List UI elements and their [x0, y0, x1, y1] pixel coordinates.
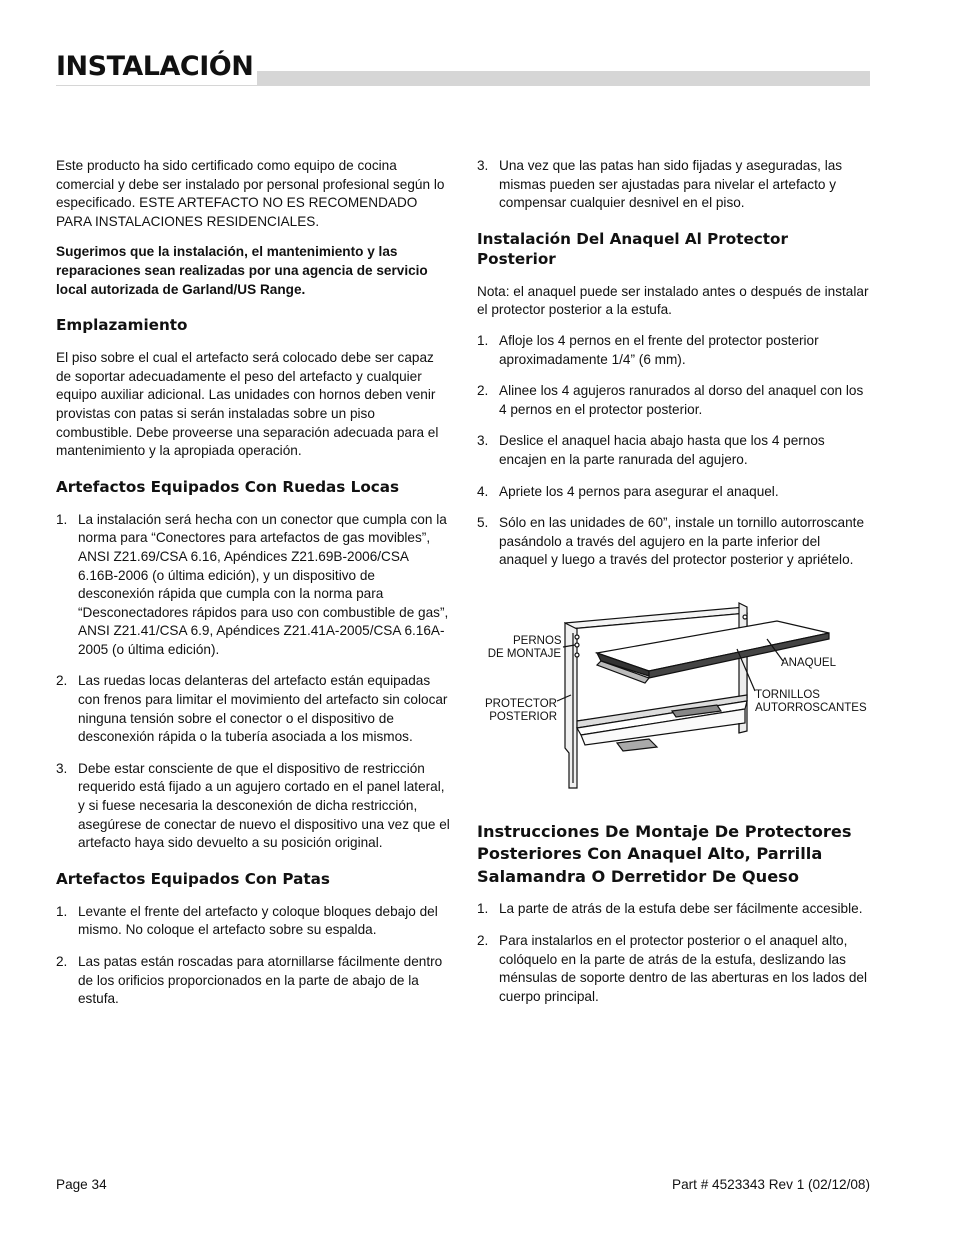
intro-paragraph: Este producto ha sido certificado como equipo de cocina comercial y debe ser instalado por personal profesional según lo especificado. ESTE ARTEFACTO NO ES RECOMENDADO PARA INSTALACIONES RESIDENCIALES. — [56, 158, 445, 229]
list-item: 2. Las ruedas locas delanteras del artefacto están equipadas con frenos para limitar el movimiento del artefacto sin colocar ninguna tensión sobre el conector o el dispositivo de desconexión rápida o la tubería asociada a los mismos. — [56, 673, 448, 745]
right-column — [477, 157, 872, 1019]
page-title: INSTALACIÓN — [56, 49, 257, 85]
list-item: 4. Apriete los 4 pernos para asegurar el anaquel. — [477, 483, 779, 499]
list-item: 5. Sólo en las unidades de 60”, instale un tornillo autorroscante pasándolo a través del agujero en la parte inferior del anaquel y luego a través del protector posterior y apriételo. — [477, 515, 865, 568]
list-item: 1. La instalación será hecha con un conector que cumpla con la norma para “Conectores para artefactos de gas movibles”, ANSI Z21.69/CSA 6.16, Apéndices Z21.69B-2006/CSA 6.16B-2006 (o última edición), y un dispositivo de desconexión rápida que cumpla con la norma para “Desconectadores rápidos para uso con combustible de gas”, ANSI Z21.41/CSA 6.9, Apéndices Z21.41A-2005/CSA 6.16A-2005 (o última edición). — [56, 511, 449, 657]
patas-list — [56, 903, 451, 1009]
label-anaquel: ANAQUEL — [781, 656, 836, 669]
page-number: Page 34 — [56, 1177, 107, 1192]
label-protector-posterior: PROTECTOR POSTERIOR — [485, 697, 557, 723]
label-de-montaje: DE MONTAJE — [487, 647, 561, 660]
section-title-patas: Artefactos Equipados Con Patas — [56, 869, 330, 888]
section-title-emplazamiento: Emplazamiento — [56, 316, 188, 335]
label-pernos: PERNOS — [513, 634, 562, 647]
label-tornillos: TORNILLOS AUTORROSCANTES — [755, 688, 867, 714]
section-title-ruedas: Artefactos Equipados Con Ruedas Locas — [56, 477, 400, 496]
list-item: 2. Alinee los 4 agujeros ranurados al dorso del anaquel con los 4 pernos en el protector posterior. — [477, 383, 864, 417]
ruedas-list — [56, 511, 451, 853]
montaje-list — [477, 900, 872, 1006]
emplazamiento-text: El piso sobre el cual el artefacto será colocado debe ser capaz de soportar adecuadamente el peso del artefacto y cualquier equipo auxiliar adicional. Las unidades con hornos deben venir provistas con patas si serán instaladas sobre un piso combustible. Debe proveerse una separación adecuada para el mantenimiento y la apropiada operación. — [56, 350, 439, 459]
list-item: 1. Afloje los 4 pernos en el frente del protector posterior aproximadamente 1/4” (6 mm). — [477, 332, 819, 367]
list-item: 3. Deslice el anaquel hacia abajo hasta que los 4 pernos encajen en la parte ranurada del agujero. — [477, 433, 825, 467]
part-number: Part # 4523343 Rev 1 (02/12/08) — [672, 1177, 870, 1192]
left-column — [56, 157, 451, 1022]
shelf-installation-diagram — [477, 583, 872, 793]
suggestion-paragraph: Sugerimos que la instalación, el mantenimiento y las reparaciones sean realizadas por una agencia de servicio local autorizada de Garland/US Range. — [56, 244, 428, 297]
anaquel-note: Nota: el anaquel puede ser instalado antes o después de instalar el protector posterior a la estufa. — [477, 283, 869, 318]
list-item: 3. Una vez que las patas han sido fijadas y aseguradas, las mismas pueden ser ajustadas para nivelar el artefacto y compensar cualquier desnivel en el piso. — [477, 158, 843, 211]
shelf-drawing — [477, 583, 872, 793]
list-item: 1. La parte de atrás de la estufa debe ser fácilmente accesible. — [477, 901, 863, 917]
list-item: 3. Debe estar consciente de que el dispositivo de restricción requerido está fijado a un agujero cortado en el panel lateral, y si fuese necesaria la desconexión de dicha restricción, asegúrese de conectar de nuevo el dispositivo una vez que el artefacto haya sido devuelto a su posición original. — [56, 760, 450, 851]
section-title-anaquel: Instalación Del Anaquel Al Protector Posterior — [477, 229, 788, 268]
list-item: 1. Levante el frente del artefacto y coloque bloques debajo del mismo. No coloque el artefacto sobre su espalda. — [56, 903, 438, 938]
section-title-montaje: Instrucciones De Montaje De Protectores Posteriores Con Anaquel Alto, Parrilla Salamandra O Derretidor De Queso — [477, 821, 852, 886]
list-item: 2. Las patas están roscadas para atornillarse fácilmente dentro de los orificios proporcionados en la parte de abajo de la estufa. — [56, 954, 443, 1007]
anaquel-list — [477, 332, 872, 570]
list-item: 2. Para instalarlos en el protector posterior o el anaquel alto, colóquelo en la parte de atrás de la estufa, deslizando las ménsulas de soporte dentro de las aberturas en los lados del cuerpo principal. — [477, 933, 868, 1004]
patas-list-continued — [477, 157, 872, 213]
